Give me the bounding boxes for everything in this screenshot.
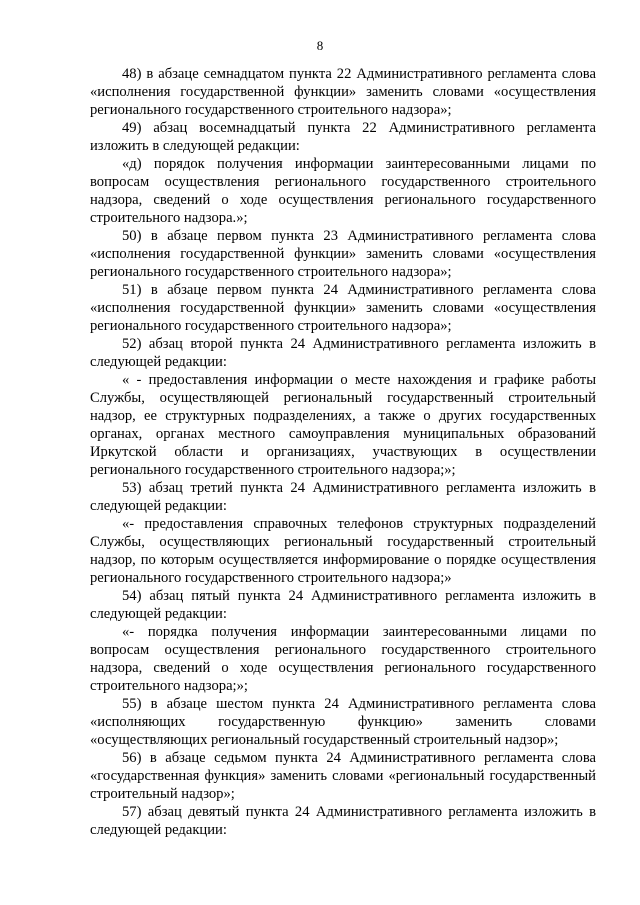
document-body xyxy=(90,65,596,839)
paragraph-53-quote: «- предоставления справочных телефонов структурных подразделений Службы, осуществляющих региональный государственный строительный надзор, по которым осуществляется информирование о порядке осуществления регионального государственного строительного надзора;» xyxy=(90,516,596,586)
paragraph-55: 55) в абзаце шестом пункта 24 Административного регламента слова «исполняющих государственную функцию» заменить словами «осуществляющих региональный государственный строительный надзор»; xyxy=(90,696,596,748)
paragraph-49-quote: «д) порядок получения информации заинтересованными лицами по вопросам осуществления регионального государственного строительного надзора, сведений о ходе осуществления регионального государственного строительного надзора.»; xyxy=(90,156,596,226)
page-number: 8 xyxy=(316,38,324,53)
paragraph-48: 48) в абзаце семнадцатом пункта 22 Административного регламента слова «исполнения государственной функции» заменить словами «осуществления регионального государственного строительного надзора»; xyxy=(90,66,596,118)
paragraph-56: 56) в абзаце седьмом пункта 24 Административного регламента слова «государственная функция» заменить словами «региональный государственный строительный надзор»; xyxy=(90,750,596,802)
paragraph-54-quote: «- порядка получения информации заинтересованными лицами по вопросам осуществления регионального государственного строительного надзора, сведений о ходе осуществления регионального государственного строительного надзора;»; xyxy=(90,624,596,694)
paragraph-50: 50) в абзаце первом пункта 23 Административного регламента слова «исполнения государственной функции» заменить словами «осуществления регионального государственного строительного надзора»; xyxy=(90,228,596,280)
paragraph-49: 49) абзац восемнадцатый пункта 22 Административного регламента изложить в следующей редакции: xyxy=(90,120,596,154)
paragraph-52: 52) абзац второй пункта 24 Административного регламента изложить в следующей редакции: xyxy=(90,336,596,370)
paragraph-52-quote: « - предоставления информации о месте нахождения и графике работы Службы, осуществляющей региональный государственный строительный надзор, ее структурных подразделениях, а также о других государственных органах, органах местного самоуправления муниципальных образований Иркутской области и организациях, участвующих в осуществлении регионального государственного строительного надзора;»; xyxy=(90,372,596,478)
paragraph-57: 57) абзац девятый пункта 24 Административного регламента изложить в следующей редакции: xyxy=(90,804,596,838)
paragraph-51: 51) в абзаце первом пункта 24 Административного регламента слова «исполнения государственной функции» заменить словами «осуществления регионального государственного строительного надзора»; xyxy=(90,282,596,334)
paragraph-53: 53) абзац третий пункта 24 Административного регламента изложить в следующей редакции: xyxy=(90,480,596,514)
paragraph-54: 54) абзац пятый пункта 24 Административного регламента изложить в следующей редакции: xyxy=(90,588,596,622)
